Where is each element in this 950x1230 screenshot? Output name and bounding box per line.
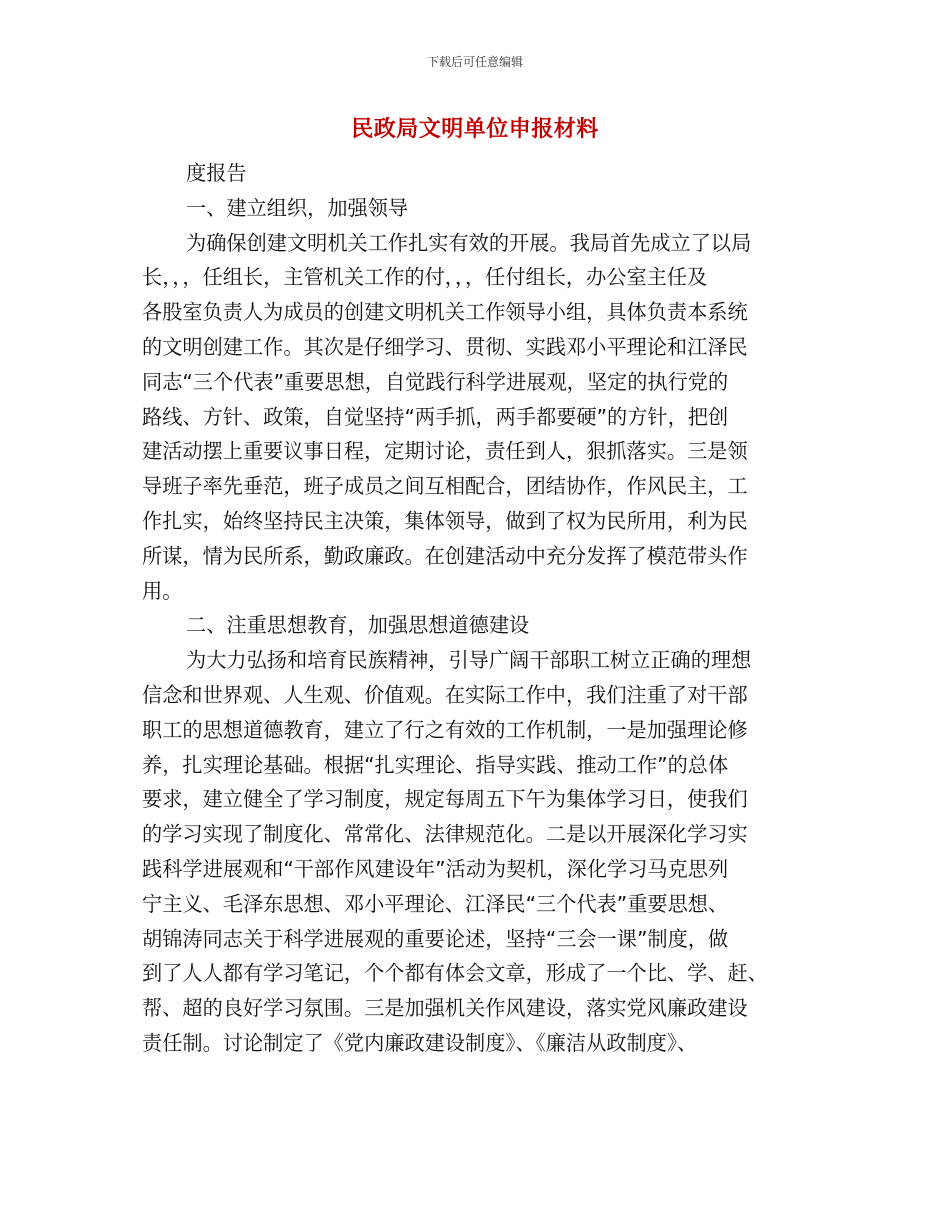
text-line: 所谋，情为民所系，勤政廉政。在创建活动中充分发挥了模范带头作 — [142, 543, 748, 568]
text-line: 同志“三个代表”重要思想，自觉践行科学进展观，坚定的执行党的 — [142, 369, 729, 394]
text-line: 要求，建立健全了学习制度，规定每周五下午为集体学习日，使我们 — [142, 787, 748, 812]
text-line: 长，，，任组长，主管机关工作的付，，，任付组长，办公室主任及 — [142, 265, 708, 290]
text-line: 一、建立组织，加强领导 — [186, 195, 409, 220]
text-line: 到了人人都有学习笔记，个个都有体会文章，形成了一个比、学、赶、 — [142, 961, 768, 986]
text-line: 胡锦涛同志关于科学进展观的重要论述，坚持“三会一课”制度，做 — [142, 926, 729, 951]
text-line: 路线、方针、政策，自觉坚持“两手抓，两手都要硬”的方针，把创 — [142, 404, 729, 429]
text-line: 度报告 — [186, 161, 247, 185]
text-line: 养，扎实理论基础。根据“扎实理论、指导实践、推动工作”的总体 — [142, 752, 729, 777]
text-line: 的学习实现了制度化、常常化、法律规范化。二是以开展深化学习实 — [142, 822, 748, 847]
text-line: 作扎实，始终坚持民主决策，集体领导，做到了权为民所用，利为民 — [142, 508, 748, 533]
text-line: 宁主义、毛泽东思想、邓小平理论、江泽民“三个代表”重要思想、 — [142, 891, 729, 916]
text-line: 建活动摆上重要议事日程，定期讨论，责任到人，狠抓落实。三是领 — [142, 439, 748, 464]
text-line: 信念和世界观、人生观、价值观。在实际工作中，我们注重了对干部 — [142, 682, 748, 707]
text-line: 帮、超的良好学习氛围。三是加强机关作风建设，落实党风廉政建设 — [142, 996, 748, 1021]
document-title: 民政局文明单位申报材料 — [351, 117, 599, 142]
text-line: 为大力弘扬和培育民族精神，引导广阔干部职工树立正确的理想 — [186, 648, 752, 673]
text-line: 职工的思想道德教育，建立了行之有效的工作机制，一是加强理论修 — [142, 717, 748, 742]
text-line: 为确保创建文明机关工作扎实有效的开展。我局首先成立了以局 — [186, 230, 752, 255]
text-line: 各股室负责人为成员的创建文明机关工作领导小组，具体负责本系统 — [142, 300, 748, 325]
text-line: 导班子率先垂范，班子成员之间互相配合，团结协作，作风民主，工 — [142, 474, 748, 499]
document-body — [142, 156, 808, 1061]
header-note: 下载后可任意编辑 — [426, 55, 523, 69]
text-line: 践科学进展观和“干部作风建设年”活动为契机，深化学习马克思列 — [142, 856, 729, 881]
text-line: 的文明创建工作。其次是仔细学习、贯彻、实践邓小平理论和江泽民 — [142, 334, 748, 359]
text-line: 用。 — [142, 578, 183, 603]
text-line: 二、注重思想教育，加强思想道德建设 — [186, 613, 530, 638]
text-line: 责任制。讨论制定了《党内廉政建设制度》、《廉洁从政制度》、 — [142, 1030, 698, 1055]
